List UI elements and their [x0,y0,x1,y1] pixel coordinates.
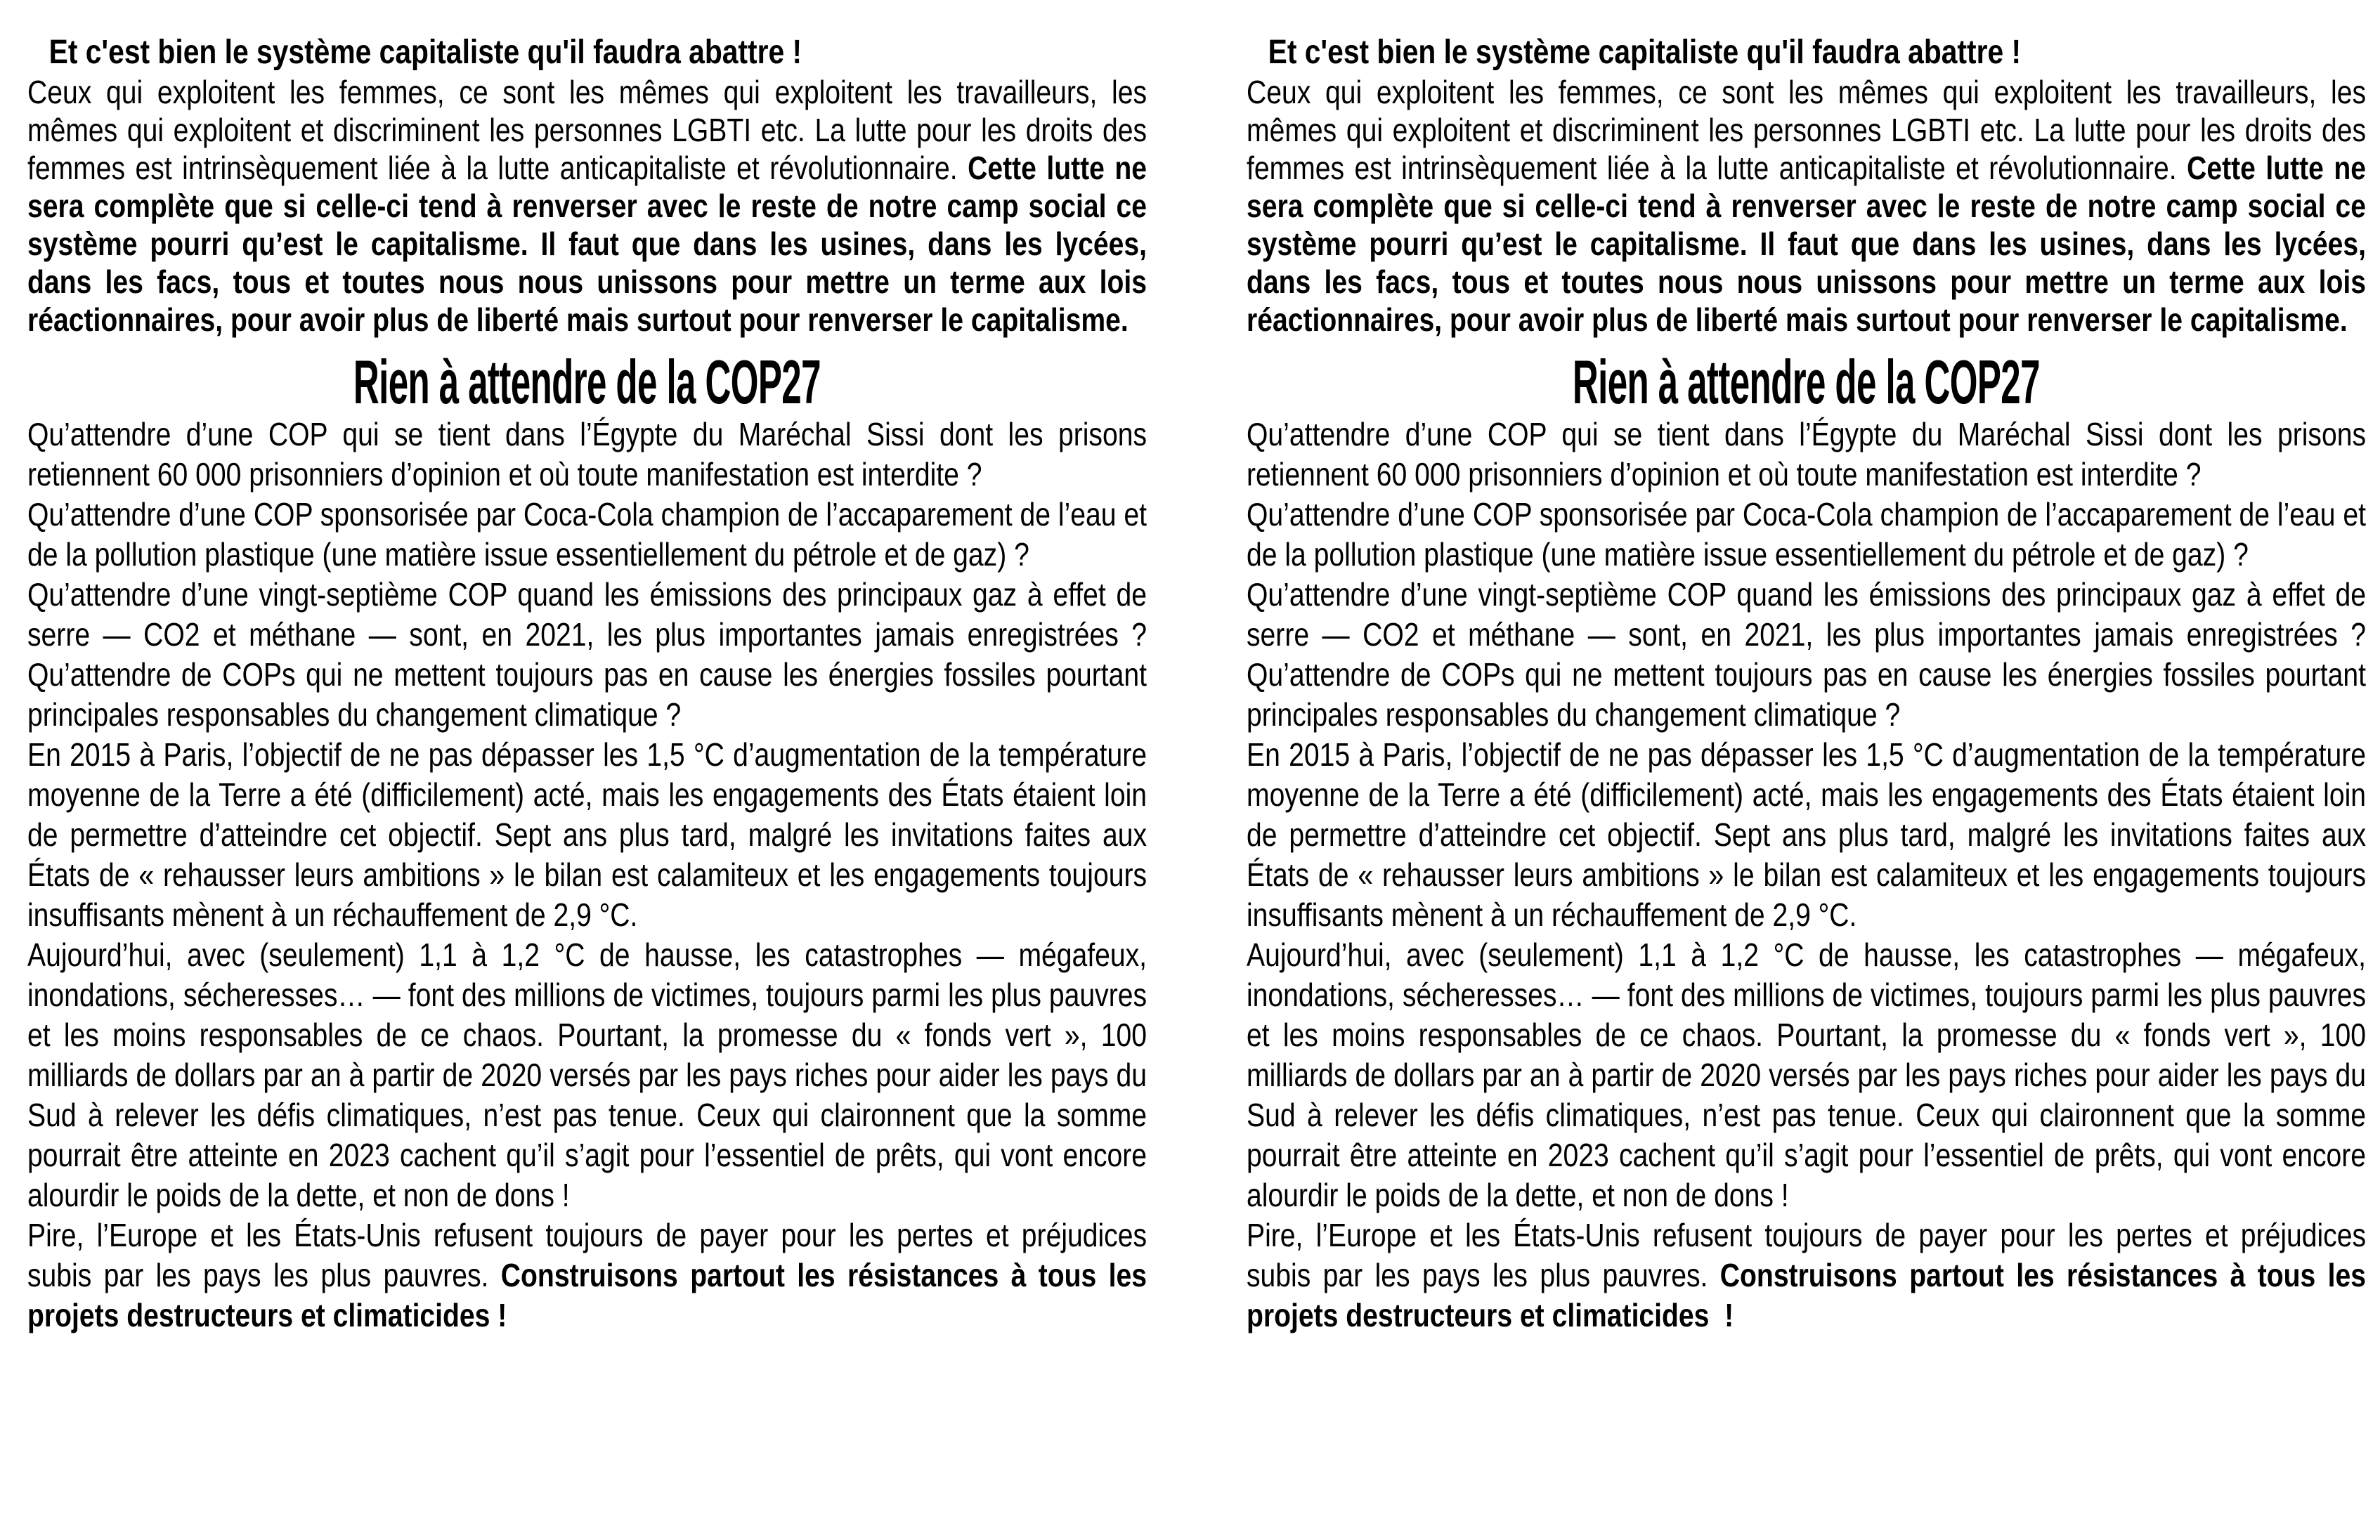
body-paragraph: En 2015 à Paris, l’objectif de ne pas dépasser les 1,5 °C d’augmentation de la température moyenne de la Terre a été (difficilement) acté, mais les engagements des États étaient loin de permettre d’atteindre cet objectif. Sept ans plus tard, malgré les invitations faites aux États de « rehausser leurs ambitions » le bilan est calamiteux et les engagements toujours insuffisants mènent à un réchauffement de 2,9 °C. [1247,736,2367,933]
section-heading [27,347,1147,417]
cop-section [27,415,1147,1336]
section-heading [1247,347,2366,417]
body-paragraph: Qu’attendre d’une COP qui se tient dans l’Égypte du Maréchal Sissi dont les prisons retiennent 60 000 prisonniers d’opinion et où toute manifestation est interdite ? [27,416,1147,492]
body-paragraph: Aujourd’hui, avec (seulement) 1,1 à 1,2 °C de hausse, les catastrophes — mégafeux, inondations, sécheresses… — font des millions de victimes, toujours parmi les plus pauvres et les moins responsables de ce chaos. Pourtant, la promesse du « fonds vert », 100 milliards de dollars par an à partir de 2020 versés par les pays riches pour aider les pays du Sud à relever les défis climatiques, n’est pas tenue. Ceux qui claironnent que la somme pourrait être atteinte en 2023 cachent qu’il s’agit pour l’essentiel de prêts, qui vont encore alourdir le poids de la dette, et non de dons ! [1247,937,2367,1213]
body-paragraph: Qu’attendre d’une COP qui se tient dans l’Égypte du Maréchal Sissi dont les prisons retiennent 60 000 prisonniers d’opinion et où toute manifestation est interdite ? [1247,416,2367,492]
headline: Et c'est bien le système capitaliste qu'il faudra abattre ! [1268,34,2022,71]
intro-block [1247,32,2366,339]
intro-bold-text: Cette lutte ne sera complète que si celle-ci tend à renverser avec le reste de notre camp social ce système pourri qu’est le capitalisme. Il faut que dans les usines, dans les lycées, dans les facs, tous et toutes nous nous unissons pour mettre un terme aux lois réactionnaires, pour avoir plus de liberté mais surtout pour renverser le capitalisme. [27,150,1147,338]
body-paragraph: Qu’attendre d’une COP sponsorisée par Coca-Cola champion de l’accaparement de l’eau et de la pollution plastique (une matière issue essentiellement du pétrole et de gaz) ? [27,496,1147,573]
intro-block [27,32,1147,339]
cop-section [1247,415,2366,1336]
closing-paragraph [1247,1215,2366,1336]
section-heading-text: Rien à attendre de la COP27 [353,347,821,417]
intro-regular-text: Ceux qui exploitent les femmes, ce sont les mêmes qui exploitent les travailleurs, les mêmes qui exploitent et discriminent les personnes LGBTI etc. La lutte pour les droits des femmes est intrinsèquement liée à la lutte anticapitaliste et révolutionnaire. [1247,74,2367,186]
leaflet-panel-right [1247,32,2366,1336]
leaflet-panel-left [27,32,1147,1336]
body-paragraph: Qu’attendre d’une vingt-septième COP quand les émissions des principaux gaz à effet de serre — CO2 et méthane — sont, en 2021, les plus importantes jamais enregistrées ? Qu’attendre de COPs qui ne mettent toujours pas en cause les énergies fossiles pourtant principales responsables du changement climatique ? [1247,576,2367,733]
closing-paragraph [27,1215,1147,1336]
closing-regular-text: Pire, l’Europe et les États-Unis refusent toujours de payer pour les pertes et préjudices subis par les pays les plus pauvres. [27,1217,1147,1293]
body-paragraph: Qu’attendre d’une COP sponsorisée par Coca-Cola champion de l’accaparement de l’eau et de la pollution plastique (une matière issue essentiellement du pétrole et de gaz) ? [1247,496,2367,573]
intro-paragraph [1247,73,2366,339]
closing-regular-text: Pire, l’Europe et les États-Unis refusent toujours de payer pour les pertes et préjudices subis par les pays les plus pauvres. [1247,1217,2367,1293]
body-paragraph: En 2015 à Paris, l’objectif de ne pas dépasser les 1,5 °C d’augmentation de la température moyenne de la Terre a été (difficilement) acté, mais les engagements des États étaient loin de permettre d’atteindre cet objectif. Sept ans plus tard, malgré les invitations faites aux États de « rehausser leurs ambitions » le bilan est calamiteux et les engagements toujours insuffisants mènent à un réchauffement de 2,9 °C. [27,736,1147,933]
body-paragraph: Aujourd’hui, avec (seulement) 1,1 à 1,2 °C de hausse, les catastrophes — mégafeux, inondations, sécheresses… — font des millions de victimes, toujours parmi les plus pauvres et les moins responsables de ce chaos. Pourtant, la promesse du « fonds vert », 100 milliards de dollars par an à partir de 2020 versés par les pays riches pour aider les pays du Sud à relever les défis climatiques, n’est pas tenue. Ceux qui claironnent que la somme pourrait être atteinte en 2023 cachent qu’il s’agit pour l’essentiel de prêts, qui vont encore alourdir le poids de la dette, et non de dons ! [27,937,1147,1213]
closing-bold-text: Construisons partout les résistances à tous les projets destructeurs et climaticides ! [27,1257,1147,1333]
intro-bold-text: Cette lutte ne sera complète que si celle-ci tend à renverser avec le reste de notre camp social ce système pourri qu’est le capitalisme. Il faut que dans les usines, dans les lycées, dans les facs, tous et toutes nous nous unissons pour mettre un terme aux lois réactionnaires, pour avoir plus de liberté mais surtout pour renverser le capitalisme. [1247,150,2367,338]
intro-regular-text: Ceux qui exploitent les femmes, ce sont les mêmes qui exploitent les travailleurs, les mêmes qui exploitent et discriminent les personnes LGBTI etc. La lutte pour les droits des femmes est intrinsèquement liée à la lutte anticapitaliste et révolutionnaire. [27,74,1147,186]
body-paragraph: Qu’attendre d’une vingt-septième COP quand les émissions des principaux gaz à effet de serre — CO2 et méthane — sont, en 2021, les plus importantes jamais enregistrées ? Qu’attendre de COPs qui ne mettent toujours pas en cause les énergies fossiles pourtant principales responsables du changement climatique ? [27,576,1147,733]
section-heading-text: Rien à attendre de la COP27 [1572,347,2041,417]
headline: Et c'est bien le système capitaliste qu'il faudra abattre ! [48,34,802,71]
closing-bold-text: Construisons partout les résistances à tous les projets destructeurs et climaticides ! [1247,1257,2367,1333]
intro-paragraph [27,73,1147,339]
